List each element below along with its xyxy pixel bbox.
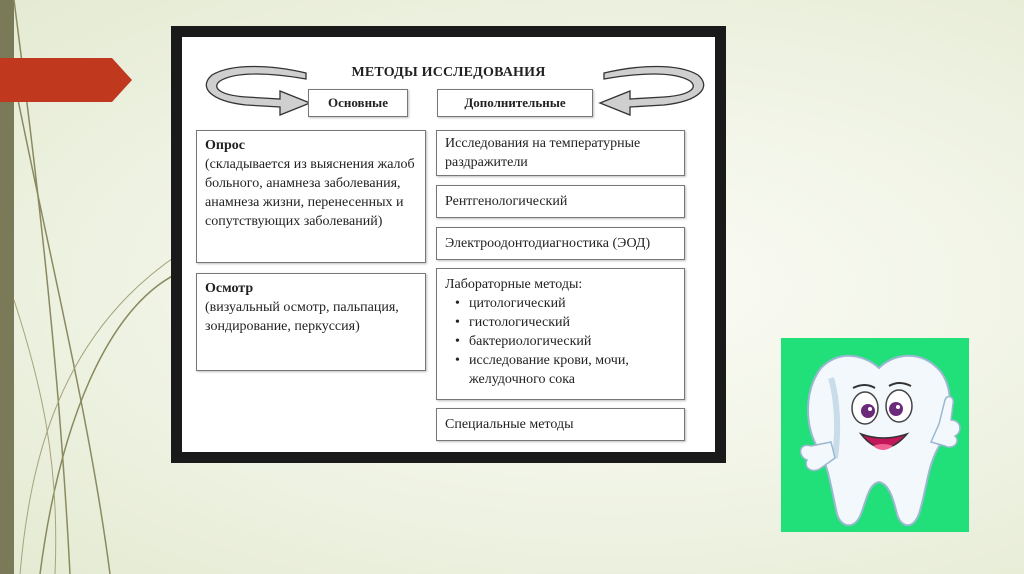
special-methods-box: Специальные методы	[436, 408, 685, 441]
extra-item-thermal: Исследования на температурные раздражители	[436, 130, 685, 176]
main-methods-header: Основные	[308, 89, 408, 117]
lab-methods-list	[445, 294, 676, 389]
list-item: • исследование крови, мочи, желудочного сока	[455, 351, 676, 389]
lab-methods-title: Лабораторные методы:	[445, 277, 583, 292]
methods-scheme	[182, 37, 715, 452]
extra-item-xray: Рентгенологический	[436, 185, 685, 218]
tooth-mascot-icon	[781, 338, 969, 532]
exam-text: (визуальный осмотр, пальпация, зондирование, перкуссия)	[205, 300, 399, 334]
exam-box	[196, 273, 426, 371]
scheme-frame	[171, 26, 726, 463]
scheme-frame-inner	[180, 35, 717, 454]
curved-arrow-left-icon	[202, 59, 317, 117]
list-item: • цитологический	[455, 294, 676, 313]
lab-methods-box	[436, 268, 685, 400]
survey-text: (складывается из выяснения жалоб больного, анамнеза заболевания, анамнеза жизни, перенесенных и сопутствующих заболеваний)	[205, 157, 415, 229]
exam-title: Осмотр	[205, 281, 254, 296]
extra-item-eod: Электроодонтодиагностика (ЭОД)	[436, 227, 685, 260]
scheme-title: МЕТОДЫ ИССЛЕДОВАНИЯ	[351, 65, 546, 80]
list-item: • гистологический	[455, 313, 676, 332]
survey-box	[196, 130, 426, 263]
extra-methods-header: Дополнительные	[437, 89, 593, 117]
curved-arrow-right-icon	[594, 59, 709, 117]
tooth-illustration	[781, 338, 969, 532]
survey-title: Опрос	[205, 138, 245, 153]
list-item: • бактериологический	[455, 332, 676, 351]
accent-arrow-tab	[0, 58, 132, 102]
